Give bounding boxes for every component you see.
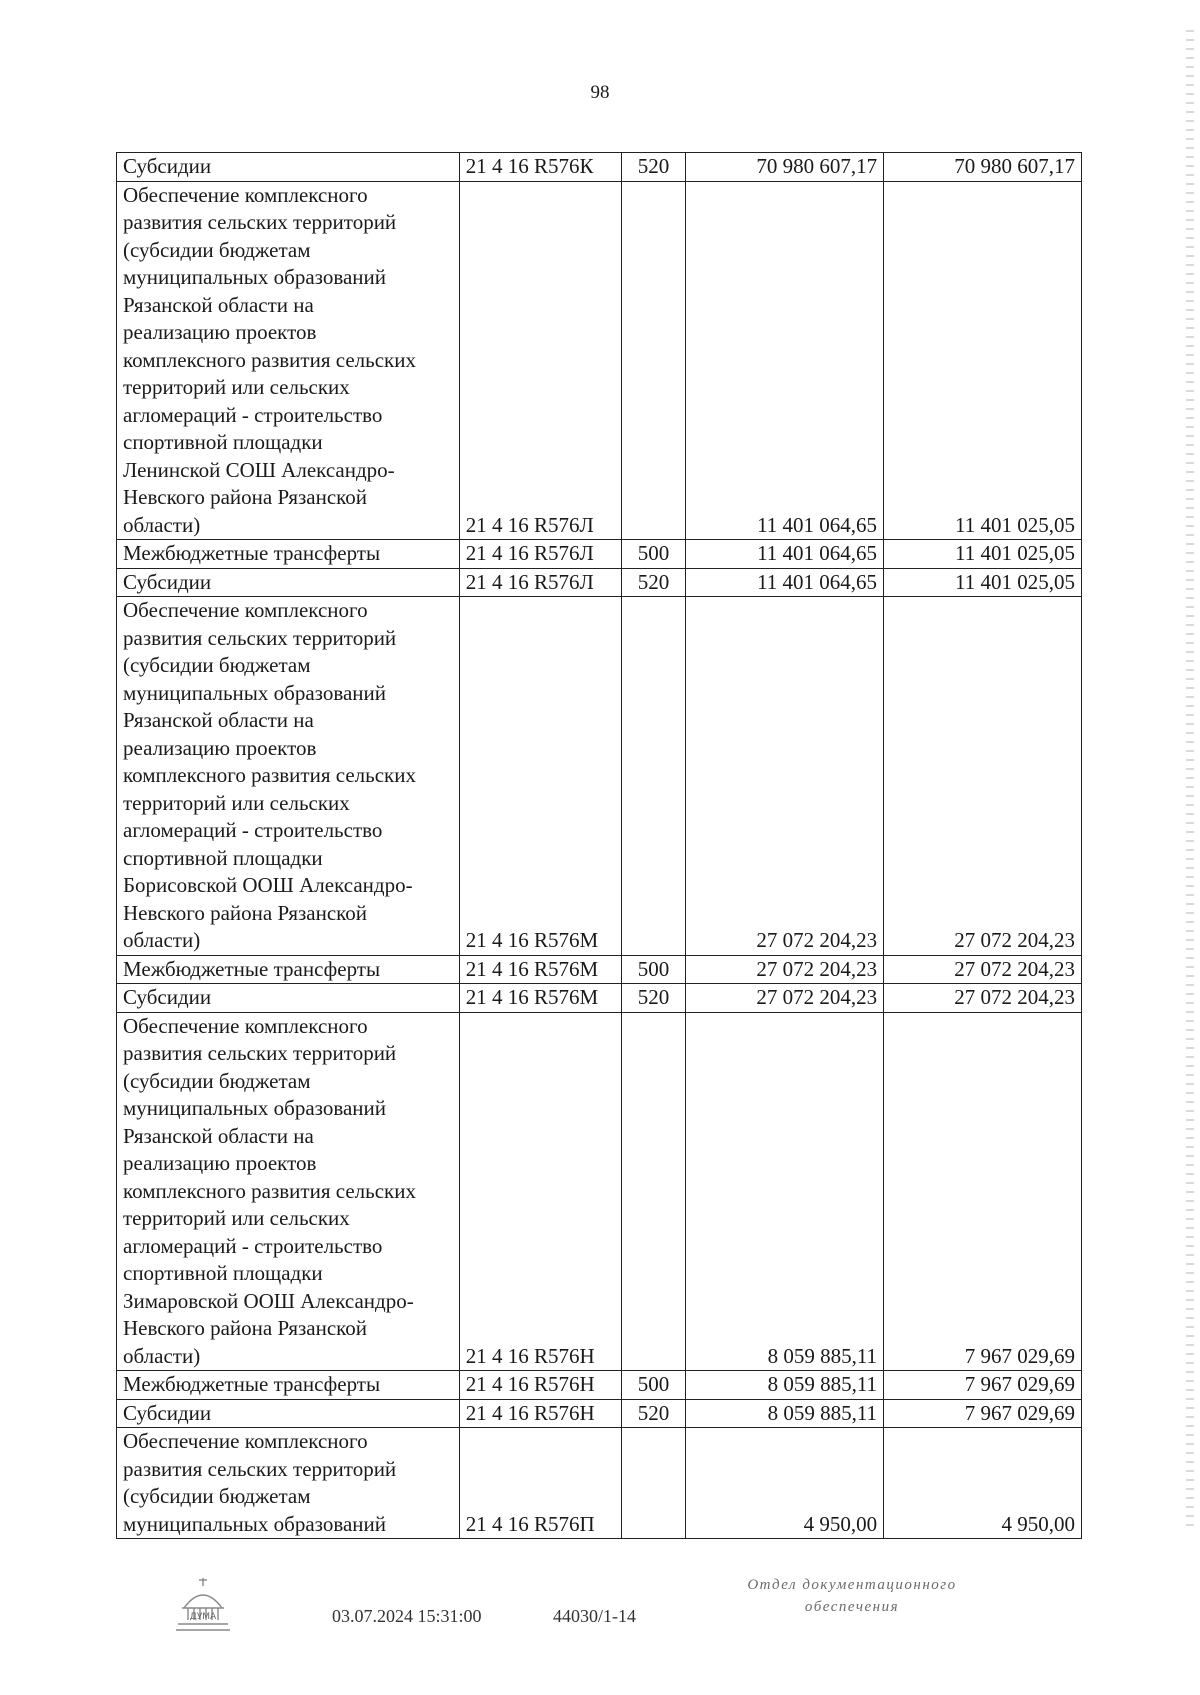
row-name-cell bbox=[117, 540, 460, 569]
row-code-cell: 21 4 16 R576Л bbox=[459, 568, 621, 597]
row-name-cell bbox=[117, 181, 460, 540]
row-name-cell bbox=[117, 568, 460, 597]
row-name-text: Обеспечение комплексного развития сельских территорий (субсидии бюджетам муниципальных образований Рязанской области на реализацию проектов комплексного развития сельских территорий или сельских агломераций - строительство спортивной площадки Борисовской ООШ Александро- Невского района Рязанской области) bbox=[123, 598, 416, 952]
row-type-cell bbox=[621, 597, 685, 956]
row-amount-2-cell: 7 967 029,69 bbox=[884, 1371, 1082, 1400]
row-code-cell: 21 4 16 R576М bbox=[459, 597, 621, 956]
table-row bbox=[117, 181, 1082, 540]
row-name-cell bbox=[117, 984, 460, 1013]
row-code-cell: 21 4 16 R576Н bbox=[459, 1371, 621, 1400]
table-row bbox=[117, 1428, 1082, 1539]
row-name-text: Обеспечение комплексного развития сельских территорий (субсидии бюджетам муниципальных образований Рязанской области на реализацию проектов комплексного развития сельских территорий или сельских агломераций - строительство спортивной площадки Ленинской СОШ Александро- Невского района Рязанской области) bbox=[123, 182, 416, 537]
page-number: 98 bbox=[590, 82, 610, 103]
row-amount-1-cell: 11 401 064,65 bbox=[686, 568, 884, 597]
row-type-cell bbox=[621, 1428, 685, 1539]
table-row bbox=[117, 540, 1082, 569]
row-code-cell: 21 4 16 R576Л bbox=[459, 540, 621, 569]
row-type-cell: 500 bbox=[621, 540, 685, 569]
row-amount-1-cell: 70 980 607,17 bbox=[686, 153, 884, 182]
row-name-text: Межбюджетные трансферты bbox=[123, 541, 381, 565]
row-amount-1-cell: 8 059 885,11 bbox=[686, 1371, 884, 1400]
table-row bbox=[117, 984, 1082, 1013]
row-code-cell: 21 4 16 R576М bbox=[459, 955, 621, 984]
row-code-cell: 21 4 16 R576П bbox=[459, 1428, 621, 1539]
row-name-text: Обеспечение комплексного развития сельских территорий (субсидии бюджетам муниципальных образований bbox=[123, 1429, 397, 1536]
row-amount-1-cell: 8 059 885,11 bbox=[686, 1399, 884, 1428]
footer-document-number: 44030/1-14 bbox=[553, 1606, 636, 1626]
row-amount-2-cell: 27 072 204,23 bbox=[884, 984, 1082, 1013]
row-amount-1-cell: 27 072 204,23 bbox=[686, 955, 884, 984]
duma-seal-icon bbox=[174, 1574, 232, 1634]
row-amount-1-cell: 8 059 885,11 bbox=[686, 1012, 884, 1371]
row-name-cell bbox=[117, 597, 460, 956]
table-row bbox=[117, 153, 1082, 182]
row-type-cell bbox=[621, 1012, 685, 1371]
row-type-cell bbox=[621, 181, 685, 540]
footer bbox=[0, 1574, 1200, 1674]
row-amount-2-cell: 11 401 025,05 bbox=[884, 568, 1082, 597]
row-type-cell: 500 bbox=[621, 1371, 685, 1400]
row-name-text: Субсидии bbox=[123, 985, 212, 1009]
row-name-cell bbox=[117, 1399, 460, 1428]
row-amount-1-cell: 27 072 204,23 bbox=[686, 984, 884, 1013]
row-name-cell bbox=[117, 1012, 460, 1371]
footer-timestamp: 03.07.2024 15:31:00 bbox=[332, 1606, 482, 1626]
budget-table-body bbox=[117, 153, 1082, 1539]
row-name-cell bbox=[117, 1371, 460, 1400]
row-amount-1-cell: 4 950,00 bbox=[686, 1428, 884, 1539]
scan-edge-artifact bbox=[1186, 30, 1194, 1530]
budget-table bbox=[116, 152, 1082, 1539]
table-row bbox=[117, 1012, 1082, 1371]
row-name-text: Субсидии bbox=[123, 154, 212, 178]
row-code-cell: 21 4 16 R576Л bbox=[459, 181, 621, 540]
row-amount-2-cell: 27 072 204,23 bbox=[884, 597, 1082, 956]
row-name-text: Обеспечение комплексного развития сельских территорий (субсидии бюджетам муниципальных образований Рязанской области на реализацию проектов комплексного развития сельских территорий или сельских агломераций - строительство спортивной площадки Зимаровской ООШ Александро- Невского района Рязанской области) bbox=[123, 1013, 416, 1368]
row-amount-2-cell: 27 072 204,23 bbox=[884, 955, 1082, 984]
row-type-cell: 500 bbox=[621, 955, 685, 984]
table-row bbox=[117, 1371, 1082, 1400]
row-amount-2-cell: 11 401 025,05 bbox=[884, 540, 1082, 569]
row-type-cell: 520 bbox=[621, 153, 685, 182]
row-amount-2-cell: 70 980 607,17 bbox=[884, 153, 1082, 182]
row-type-cell: 520 bbox=[621, 984, 685, 1013]
row-amount-2-cell: 7 967 029,69 bbox=[884, 1399, 1082, 1428]
row-type-cell: 520 bbox=[621, 1399, 685, 1428]
row-name-text: Субсидии bbox=[123, 1400, 212, 1425]
row-amount-2-cell: 7 967 029,69 bbox=[884, 1012, 1082, 1371]
row-amount-1-cell: 27 072 204,23 bbox=[686, 597, 884, 956]
row-code-cell: 21 4 16 R576Н bbox=[459, 1012, 621, 1371]
table-row bbox=[117, 955, 1082, 984]
table-row bbox=[117, 568, 1082, 597]
department-stamp bbox=[722, 1574, 982, 1618]
row-amount-2-cell: 11 401 025,05 bbox=[884, 181, 1082, 540]
row-name-cell bbox=[117, 1428, 460, 1539]
stamp-line-2: обеспечения bbox=[804, 1599, 900, 1615]
table-row bbox=[117, 1399, 1082, 1428]
row-amount-1-cell: 11 401 064,65 bbox=[686, 540, 884, 569]
stamp-line-1: Отдел документационного bbox=[747, 1577, 957, 1593]
row-amount-1-cell: 11 401 064,65 bbox=[686, 181, 884, 540]
seal-lettering: ДУМА bbox=[189, 1612, 217, 1622]
row-code-cell: 21 4 16 R576М bbox=[459, 984, 621, 1013]
row-code-cell: 21 4 16 R576Н bbox=[459, 1399, 621, 1428]
table-row bbox=[117, 597, 1082, 956]
row-amount-2-cell: 4 950,00 bbox=[884, 1428, 1082, 1539]
row-name-text: Межбюджетные трансферты bbox=[123, 956, 381, 981]
row-code-cell: 21 4 16 R576К bbox=[459, 153, 621, 182]
row-name-cell bbox=[117, 153, 460, 182]
row-name-text: Межбюджетные трансферты bbox=[123, 1372, 381, 1396]
row-name-text: Субсидии bbox=[123, 569, 212, 594]
row-type-cell: 520 bbox=[621, 568, 685, 597]
row-name-cell bbox=[117, 955, 460, 984]
